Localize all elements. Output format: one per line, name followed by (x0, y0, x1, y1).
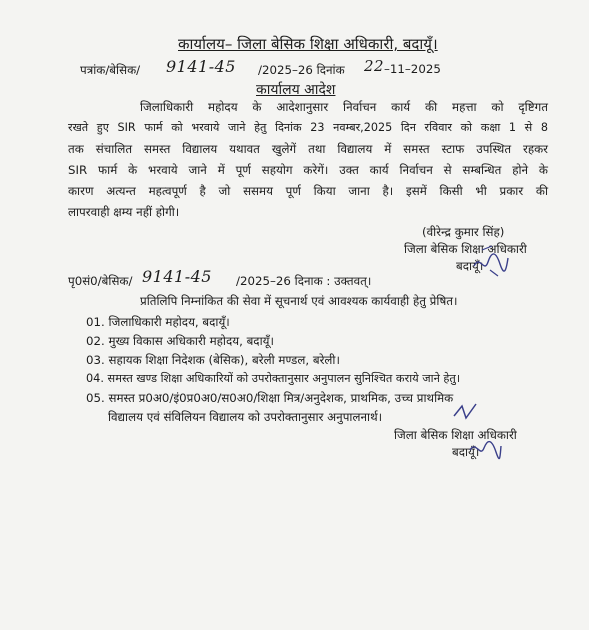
signature-2-mark-image (450, 400, 480, 424)
signatory-2-designation: जिला बेसिक शिक्षा अधिकारी (394, 428, 517, 442)
order-line-3: तक संचालित समस्त विद्यालय यथावत खुलेगें तथा विद्यालय में समस्त स्टाफ उपस्थित रहकर (68, 142, 548, 156)
copy-list-item-5-cont: विद्यालय एवं संविलियन विद्यालय को उपरोक्तानुसार अनुपालनार्थ। (108, 410, 383, 424)
copy-list-item-3: 03. सहायक शिक्षा निदेशक (बेसिक), बरेली मण्डल, बरेली। (86, 353, 340, 367)
handwritten-day: 22 (364, 57, 385, 75)
ref-prefix: पत्रांक/बेसिक/ (80, 63, 141, 77)
signatory-1-designation: जिला बेसिक शिक्षा अधिकारी (404, 242, 527, 256)
office-header: कार्यालय– जिला बेसिक शिक्षा अधिकारी, बदायूँ। (178, 35, 438, 53)
signatory-1-place: बदायूँ। (456, 259, 484, 273)
copy-ref-prefix: पृ0सं0/बेसिक/ (68, 274, 133, 288)
order-line-2: रखते हुए SIR फार्म को भरवाये जाने हेतु दिनांक 23 नवम्बर,2025 दिन रविवार को कक्षा 1 से 8 (68, 121, 548, 134)
signatory-2-place: बदायूँ। (452, 445, 480, 459)
order-line-1: जिलाधिकारी महोदय के आदेशानुसार निर्वाचन कार्य की महत्ता को दृष्टिगत (140, 100, 548, 114)
copy-ref-rest: /2025–26 दिनाक : उक्तवत्। (236, 274, 372, 288)
copy-handwritten-number: 9141-45 (142, 267, 212, 286)
order-title: कार्यालय आदेश (256, 82, 336, 98)
ref-date: –11–2025 (384, 62, 441, 76)
copy-list-item-2: 02. मुख्य विकास अधिकारी महोदय, बदायूँ। (86, 334, 274, 348)
order-line-6: लापरवाही क्षम्य नहीं होगी। (68, 205, 180, 219)
order-line-5: कारण अत्यन्त महत्वपूर्ण है जो ससमय पूर्ण किया जाना है। इसमें किसी भी प्रकार की (68, 184, 548, 198)
copy-intro: प्रतिलिपि निम्नांकित की सेवा में सूचनार्थ एवं आवश्यक कार्यवाही हेतु प्रेषित। (140, 294, 458, 308)
copy-list-item-1: 01. जिलाधिकारी महोदय, बदायूँ। (86, 315, 230, 329)
handwritten-ref-number: 9141-45 (166, 57, 236, 76)
signature-2-image (468, 436, 502, 462)
signatory-1-name: (वीरेन्द्र कुमार सिंह) (422, 225, 505, 239)
copy-list-item-4: 04. समस्त खण्ड शिक्षा अधिकारियों को उपरोक्तानुसार अनुपालन सुनिश्चित कराये जाने हेतु। (86, 372, 461, 385)
ref-session: /2025–26 दिनांक (258, 63, 345, 77)
order-line-4: SIR फार्म के भरवाये जाने में पूर्ण सहयोग करेगें। उक्त कार्य निर्वाचन से सम्बन्धित होने के (68, 163, 548, 177)
signature-1-image (470, 244, 510, 278)
copy-list-item-5: 05. समस्त प्र0अ0/इं0प्र0अ0/स0अ0/शिक्षा मित्र/अनुदेशक, प्राथमिक, उच्च प्राथमिक (86, 391, 454, 405)
